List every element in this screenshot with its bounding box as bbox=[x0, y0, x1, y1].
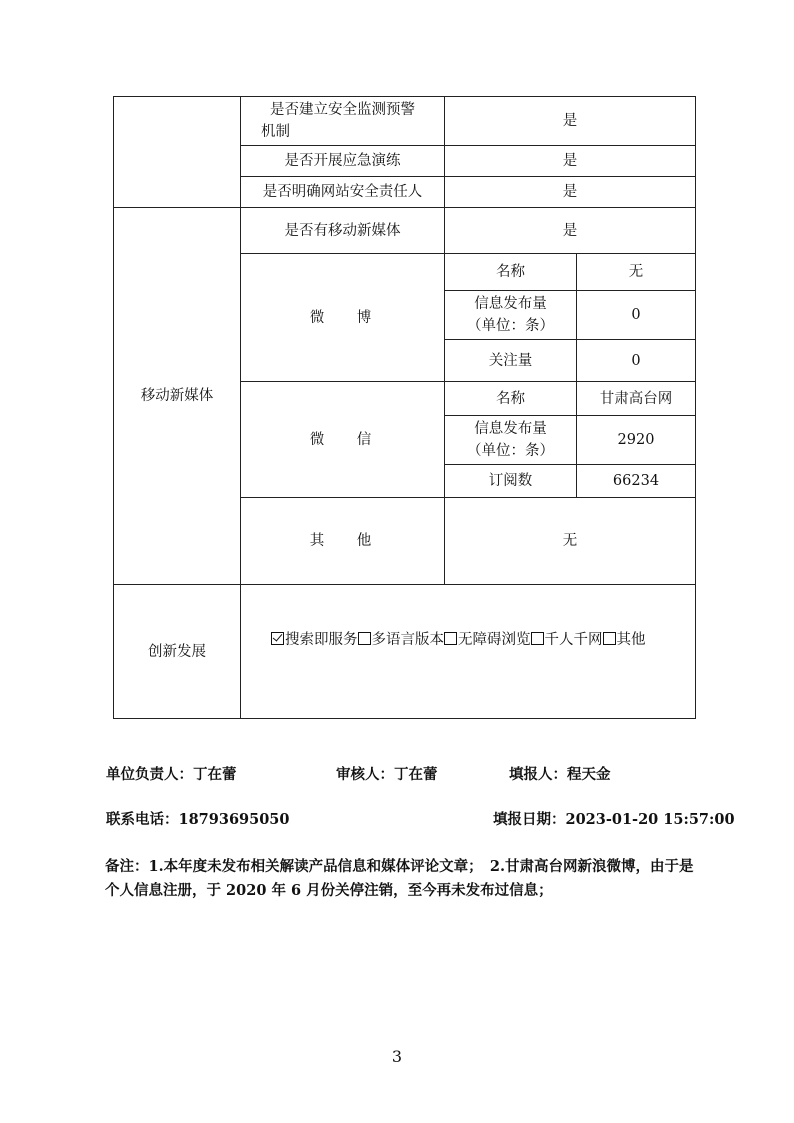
option-search-service[interactable] bbox=[271, 629, 358, 651]
checkbox-checked-icon[interactable] bbox=[271, 632, 284, 645]
innovation-options bbox=[241, 585, 695, 695]
has-media-value: 是 bbox=[562, 222, 578, 239]
reviewer: 审核人：丁在蕾 bbox=[336, 766, 438, 783]
wechat-posts-label-line2: （单位：条） bbox=[467, 443, 554, 459]
monitoring-label bbox=[241, 97, 444, 145]
option-label: 搜索即服务 bbox=[285, 632, 358, 648]
other-label: 其 他 bbox=[309, 533, 386, 549]
remarks-note: 备注：1.本年度未发布相关解读产品信息和媒体评论文章； 2.甘肃高台网新浪微博，由于是个人信息注册，于 2020 年 6 月份关停注销，至今再未发布过信息； bbox=[105, 858, 694, 899]
weibo-follow-value: 0 bbox=[631, 352, 641, 369]
checkbox-icon[interactable] bbox=[531, 632, 544, 645]
option-label: 无障碍浏览 bbox=[458, 632, 531, 648]
option-accessibility[interactable] bbox=[444, 629, 531, 651]
page-number: 3 bbox=[391, 1047, 403, 1066]
weibo-posts-label-line2: （单位：条） bbox=[467, 318, 554, 334]
monitoring-label-line1: 是否建立安全监测预警 bbox=[270, 102, 415, 118]
weibo-posts-label bbox=[445, 291, 576, 339]
wechat-posts-label bbox=[445, 416, 576, 464]
wechat-posts-value: 2920 bbox=[617, 432, 655, 448]
monitoring-label-line2: 机制 bbox=[261, 124, 290, 140]
innovation-section-label: 创新发展 bbox=[148, 643, 206, 660]
option-multilanguage[interactable] bbox=[358, 629, 445, 651]
responsible-label: 是否明确网站安全责任人 bbox=[262, 184, 423, 200]
wechat-name-value: 甘肃高台网 bbox=[599, 390, 673, 407]
option-personalized[interactable] bbox=[531, 629, 603, 651]
wechat-posts-label-line1: 信息发布量 bbox=[474, 421, 547, 437]
option-label: 多语言版本 bbox=[371, 632, 444, 648]
weibo-follow-label: 关注量 bbox=[488, 352, 533, 369]
media-section-label: 移动新媒体 bbox=[140, 388, 214, 404]
has-media-label: 是否有移动新媒体 bbox=[284, 222, 401, 239]
option-label: 其他 bbox=[616, 632, 646, 648]
weibo-name-value: 无 bbox=[628, 264, 644, 280]
monitoring-value: 是 bbox=[562, 113, 578, 129]
weibo-posts-label-line1: 信息发布量 bbox=[474, 296, 547, 312]
other-value: 无 bbox=[562, 533, 578, 549]
wechat-subs-label: 订阅数 bbox=[488, 473, 533, 489]
filler: 填报人：程天金 bbox=[509, 766, 611, 783]
wechat-label: 微 信 bbox=[309, 431, 386, 448]
weibo-label: 微 博 bbox=[309, 309, 386, 326]
checkbox-icon[interactable] bbox=[603, 632, 616, 645]
responsible-value: 是 bbox=[562, 184, 578, 200]
checkbox-icon[interactable] bbox=[444, 632, 457, 645]
report-table bbox=[113, 96, 696, 719]
unit-head: 单位负责人：丁在蕾 bbox=[106, 766, 237, 783]
option-other[interactable] bbox=[603, 629, 646, 651]
wechat-name-label: 名称 bbox=[496, 390, 525, 407]
option-label: 千人千网 bbox=[544, 632, 603, 648]
checkbox-icon[interactable] bbox=[358, 632, 371, 645]
weibo-name-label: 名称 bbox=[496, 264, 525, 280]
drill-label: 是否开展应急演练 bbox=[284, 153, 401, 169]
contact-phone: 联系电话：18793695050 bbox=[106, 811, 290, 828]
wechat-subs-value: 66234 bbox=[612, 473, 660, 489]
drill-value: 是 bbox=[562, 153, 578, 169]
fill-date: 填报日期：2023-01-20 15:57:00 bbox=[493, 811, 735, 828]
weibo-posts-value: 0 bbox=[631, 307, 641, 323]
